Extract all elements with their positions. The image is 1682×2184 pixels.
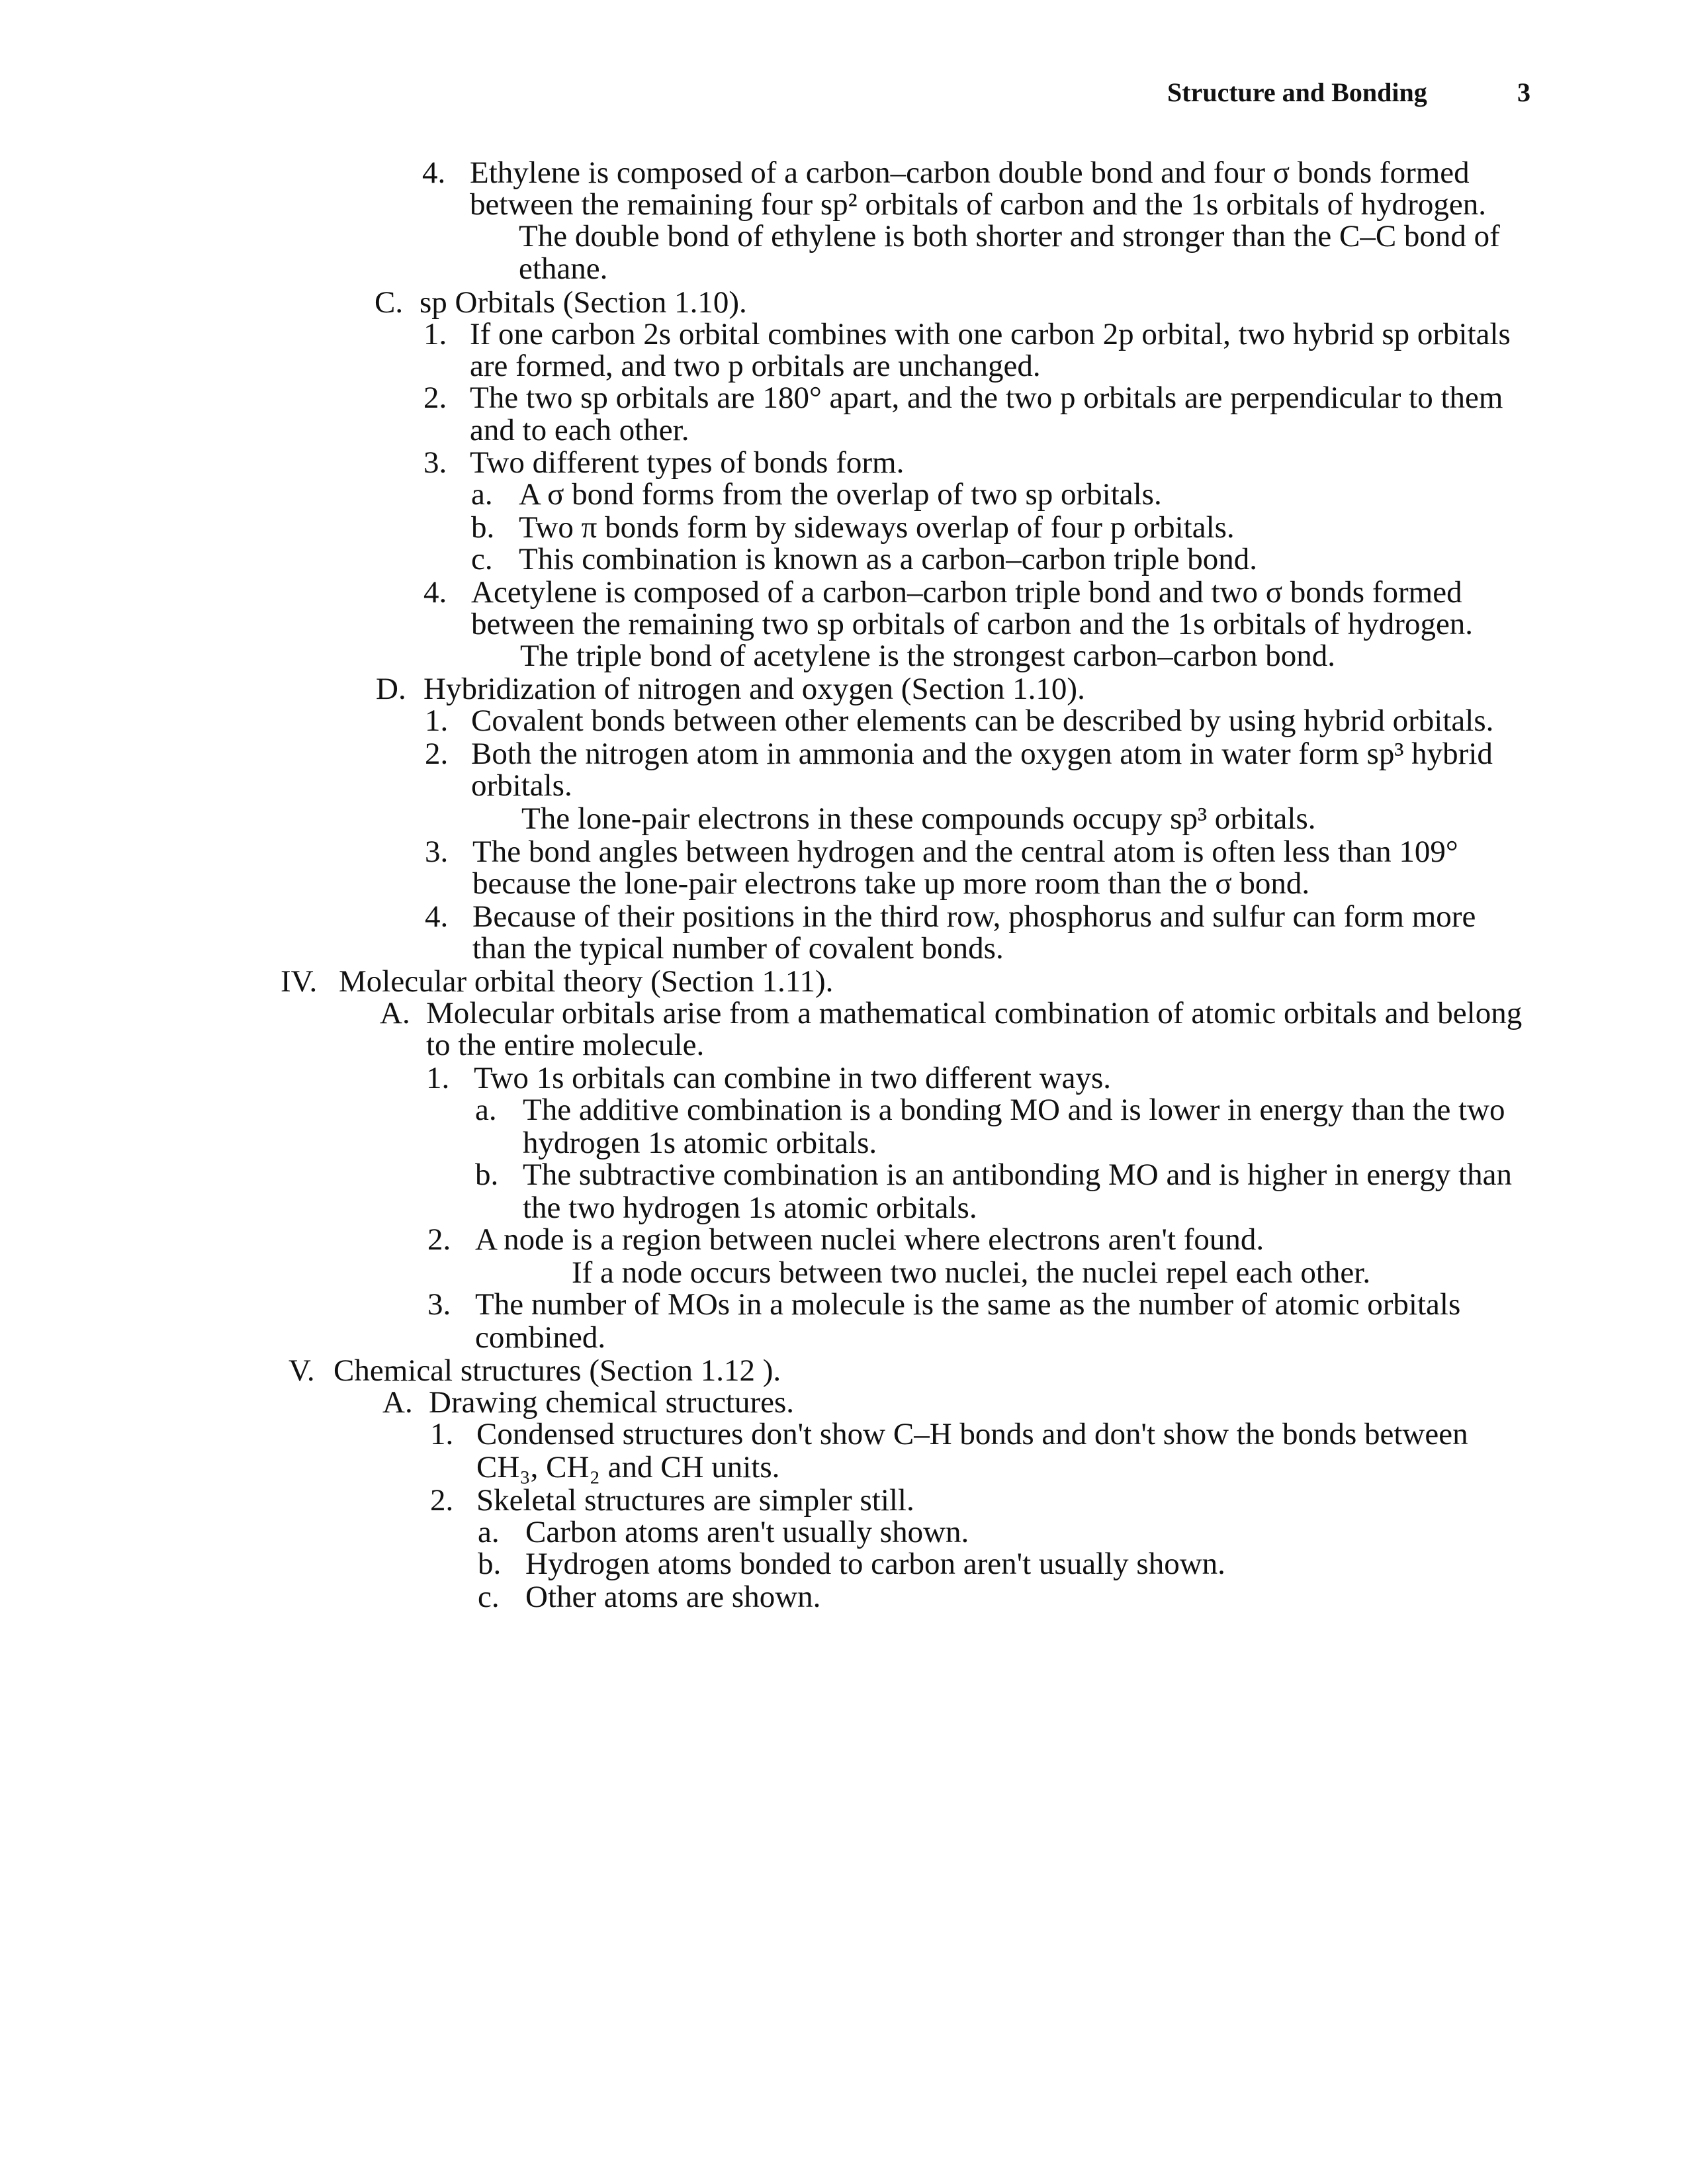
outline-line: between the remaining two sp orbitals of carbon and the 1s orbitals of hydrogen.	[471, 607, 1474, 641]
list-marker: 1.	[423, 317, 447, 351]
outline-line: The triple bond of acetylene is the strongest carbon–carbon bond.	[520, 639, 1336, 673]
list-marker: a.	[478, 1515, 500, 1549]
outline-line: Because of their positions in the third row, phosphorus and sulfur can form more	[472, 899, 1476, 934]
outline-line: The number of MOs in a molecule is the same as the number of atomic orbitals	[475, 1287, 1461, 1322]
outline-line: combined.	[475, 1320, 606, 1355]
outline-line: Hydrogen atoms bonded to carbon aren't usually shown.	[525, 1547, 1225, 1581]
list-marker: 1.	[425, 704, 449, 738]
outline-line: The bond angles between hydrogen and the central atom is often less than 109°	[472, 835, 1458, 869]
list-marker: 3.	[423, 445, 447, 480]
outline-line: The additive combination is a bonding MO and is lower in energy than the two	[523, 1093, 1505, 1127]
list-marker: C.	[375, 285, 404, 320]
outline-line: Both the nitrogen atom in ammonia and the oxygen atom in water form sp³ hybrid	[471, 737, 1493, 771]
list-marker: c.	[471, 542, 493, 576]
outline-line: Carbon atoms aren't usually shown.	[525, 1515, 969, 1549]
outline-line: CH₃, CH₂ and CH units.	[476, 1450, 780, 1484]
list-marker: b.	[478, 1547, 502, 1581]
list-marker: 4.	[425, 899, 449, 934]
list-marker: 2.	[425, 737, 449, 771]
running-header-title: Structure and Bonding	[1167, 77, 1427, 107]
list-marker: 3.	[425, 835, 449, 869]
outline-line: and to each other.	[470, 413, 689, 447]
list-marker: b.	[471, 510, 495, 545]
list-marker: 2.	[427, 1222, 451, 1257]
outline-line: sp Orbitals (Section 1.10).	[420, 285, 747, 320]
outline-line: Molecular orbitals arise from a mathematical combination of atomic orbitals and belong	[426, 996, 1523, 1030]
list-marker: A.	[382, 1385, 413, 1420]
outline-line: Two different types of bonds form.	[470, 445, 905, 480]
outline-line: to the entire molecule.	[426, 1028, 705, 1062]
outline-line: Skeletal structures are simpler still.	[476, 1483, 914, 1518]
outline-line: Acetylene is composed of a carbon–carbon triple bond and two σ bonds formed	[471, 575, 1462, 610]
outline-line: ethane.	[519, 251, 608, 286]
outline-line: the two hydrogen 1s atomic orbitals.	[523, 1191, 977, 1225]
outline-line: A node is a region between nuclei where electrons aren't found.	[475, 1222, 1264, 1257]
list-marker: 1.	[430, 1417, 454, 1451]
list-marker: 2.	[423, 381, 447, 415]
list-marker: a.	[475, 1093, 497, 1127]
list-marker: IV.	[281, 964, 318, 999]
outline-line: Two 1s orbitals can combine in two different ways.	[474, 1061, 1112, 1095]
list-marker: 4.	[423, 575, 447, 610]
outline-line: are formed, and two p orbitals are unchanged.	[470, 349, 1041, 383]
outline-line: Covalent bonds between other elements can be described by using hybrid orbitals.	[471, 704, 1494, 738]
list-marker: a.	[471, 477, 493, 512]
outline-line: Molecular orbital theory (Section 1.11).	[339, 964, 834, 999]
outline-line: orbitals.	[471, 768, 572, 803]
outline-line: Ethylene is composed of a carbon–carbon double bond and four σ bonds formed	[470, 156, 1470, 190]
outline-line: than the typical number of covalent bonds.	[472, 931, 1004, 966]
list-marker: 1.	[426, 1061, 450, 1095]
list-marker: c.	[478, 1580, 500, 1614]
outline-line: Other atoms are shown.	[525, 1580, 821, 1614]
outline-line: If one carbon 2s orbital combines with one carbon 2p orbital, two hybrid sp orbitals	[470, 317, 1511, 351]
outline-line: The lone-pair electrons in these compounds occupy sp³ orbitals.	[521, 801, 1316, 836]
outline-line: The subtractive combination is an antibonding MO and is higher in energy than	[523, 1158, 1512, 1192]
list-marker: b.	[475, 1158, 499, 1192]
outline-line: The double bond of ethylene is both shorter and stronger than the C–C bond of	[519, 219, 1500, 253]
list-marker: 3.	[427, 1287, 451, 1322]
outline-line: This combination is known as a carbon–carbon triple bond.	[519, 542, 1257, 576]
list-marker: 4.	[422, 156, 446, 190]
outline-line: Hybridization of nitrogen and oxygen (Section 1.10).	[423, 672, 1085, 706]
outline-line: Chemical structures (Section 1.12 ).	[333, 1353, 781, 1388]
outline-line: Drawing chemical structures.	[429, 1385, 795, 1420]
outline-line: If a node occurs between two nuclei, the nuclei repel each other.	[572, 1255, 1371, 1290]
outline-line: hydrogen 1s atomic orbitals.	[523, 1126, 877, 1160]
page-number: 3	[1517, 77, 1530, 107]
list-marker: 2.	[430, 1483, 454, 1518]
outline-line: between the remaining four sp² orbitals of carbon and the 1s orbitals of hydrogen.	[470, 187, 1486, 222]
list-marker: D.	[376, 672, 406, 706]
list-marker: V.	[288, 1353, 315, 1388]
list-marker: A.	[380, 996, 410, 1030]
outline-line: because the lone-pair electrons take up more room than the σ bond.	[472, 866, 1310, 901]
outline-line: The two sp orbitals are 180° apart, and the two p orbitals are perpendicular to them	[470, 381, 1503, 415]
outline-line: Two π bonds form by sideways overlap of four p orbitals.	[519, 510, 1235, 545]
outline-line: Condensed structures don't show C–H bonds and don't show the bonds between	[476, 1417, 1468, 1451]
outline-line: A σ bond forms from the overlap of two sp orbitals.	[519, 477, 1162, 512]
